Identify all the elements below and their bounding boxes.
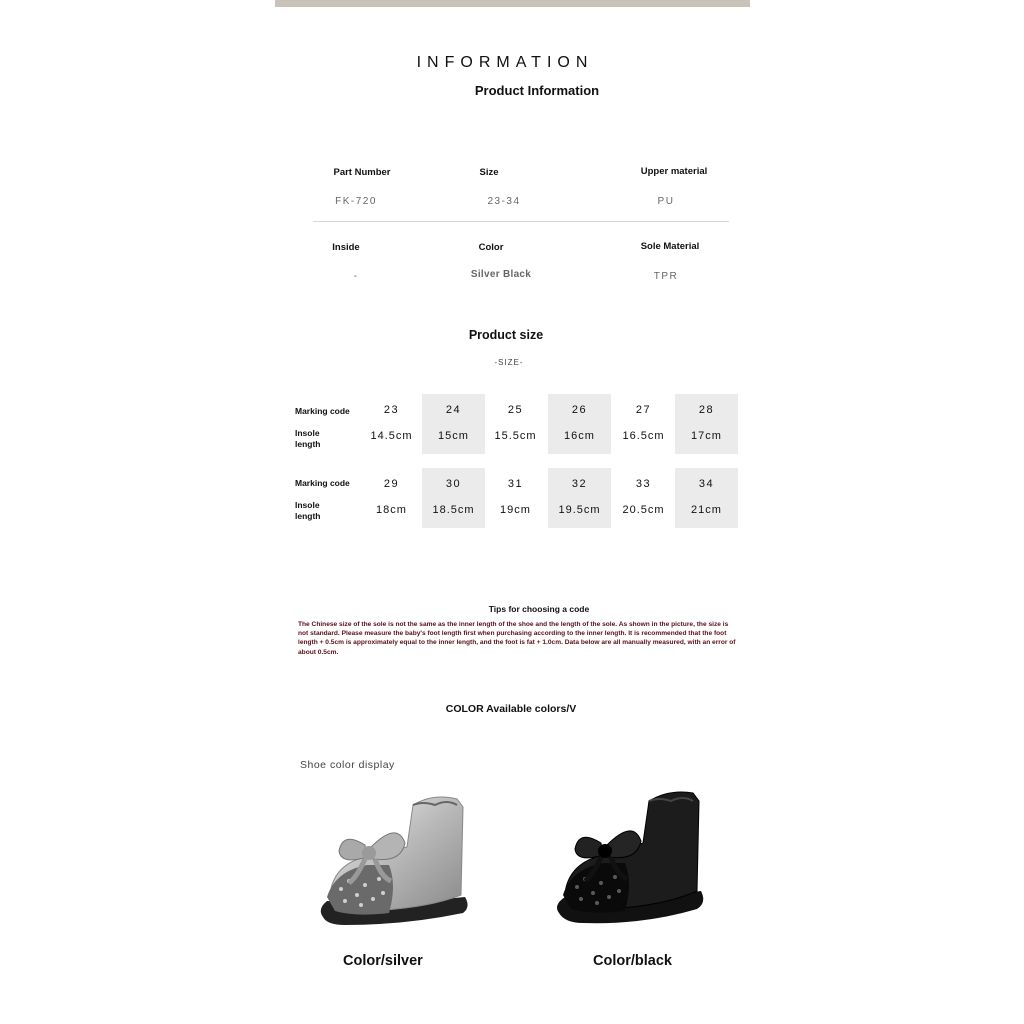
insole-length-cell: 14.5cm <box>370 430 413 442</box>
marking-code-label: Marking code <box>295 406 350 416</box>
insole-length-cell: 16cm <box>564 430 595 442</box>
insole-length-cell: 15cm <box>438 430 469 442</box>
size-value: 23-34 <box>487 196 521 207</box>
size-subheading: -SIZE- <box>494 358 524 367</box>
information-heading: INFORMATION <box>416 54 594 71</box>
insole-length-cell: 20.5cm <box>622 504 665 516</box>
tips-title: Tips for choosing a code <box>488 604 590 614</box>
black-boot-image <box>543 785 723 935</box>
insole-length-cell: 19cm <box>500 504 531 516</box>
size-column <box>612 468 675 528</box>
shoe-color-display-label: Shoe color display <box>300 759 395 771</box>
part-number-value: FK-720 <box>335 196 377 207</box>
marking-code-cell: 30 <box>445 478 462 490</box>
insole-length-cell: 17cm <box>691 430 722 442</box>
size-column <box>548 468 611 528</box>
size-column <box>612 394 675 454</box>
insole-length-cell: 18cm <box>376 504 407 516</box>
size-label: Size <box>479 167 499 178</box>
size-column <box>422 394 485 454</box>
marking-code-cell: 31 <box>507 478 524 490</box>
marking-code-cell: 32 <box>571 478 588 490</box>
size-column <box>360 394 423 454</box>
product-size-heading: Product size <box>468 328 544 342</box>
color-section-title: COLOR Available colors/V <box>445 703 577 715</box>
size-column <box>484 394 547 454</box>
marking-code-cell: 23 <box>383 404 400 416</box>
color-label: Color <box>478 242 504 253</box>
insole-length-label: Insole length <box>295 428 321 449</box>
upper-material-value: PU <box>657 196 675 207</box>
insole-length-cell: 18.5cm <box>432 504 475 516</box>
silver-boot-image <box>305 785 485 935</box>
insole-length-cell: 21cm <box>691 504 722 516</box>
insole-length-cell: 16.5cm <box>622 430 665 442</box>
marking-code-label: Marking code <box>295 478 350 488</box>
size-column <box>675 394 738 454</box>
insole-length-cell: 19.5cm <box>558 504 601 516</box>
size-column <box>360 468 423 528</box>
sole-material-label: Sole Material <box>640 241 700 252</box>
sole-material-value: TPR <box>653 271 679 282</box>
marking-code-cell: 27 <box>635 404 652 416</box>
marking-code-cell: 24 <box>445 404 462 416</box>
marking-code-cell: 25 <box>507 404 524 416</box>
insole-length-label: Insole length <box>295 500 321 521</box>
size-column <box>484 468 547 528</box>
insole-length-cell: 15.5cm <box>494 430 537 442</box>
part-number-label: Part Number <box>333 167 391 178</box>
tips-body: The Chinese size of the sole is not the same as the inner length of the shoe and the length of the sole. As shown in the picture, the size is not standard. Please measure the baby's foot length first when purchasing according to the inner length. It is recommended that the foot length + 0.5cm is approximately equal to the inner length, and the foot is fat + 1.0cm. Data below are all manually measured, with an error of about 0.5cm. <box>298 621 736 656</box>
color-value: Silver Black <box>470 269 532 280</box>
top-banner-strip <box>275 0 750 7</box>
marking-code-cell: 34 <box>698 478 715 490</box>
size-column <box>548 394 611 454</box>
info-divider <box>313 221 729 222</box>
size-column <box>422 468 485 528</box>
product-information-heading: Product Information <box>474 83 600 98</box>
black-color-caption: Color/black <box>593 953 672 969</box>
marking-code-cell: 33 <box>635 478 652 490</box>
inside-label: Inside <box>332 242 360 253</box>
marking-code-cell: 26 <box>571 404 588 416</box>
marking-code-cell: 28 <box>698 404 715 416</box>
marking-code-cell: 29 <box>383 478 400 490</box>
inside-value: - <box>353 271 359 282</box>
upper-material-label: Upper material <box>640 166 708 177</box>
size-column <box>675 468 738 528</box>
silver-color-caption: Color/silver <box>343 953 423 969</box>
